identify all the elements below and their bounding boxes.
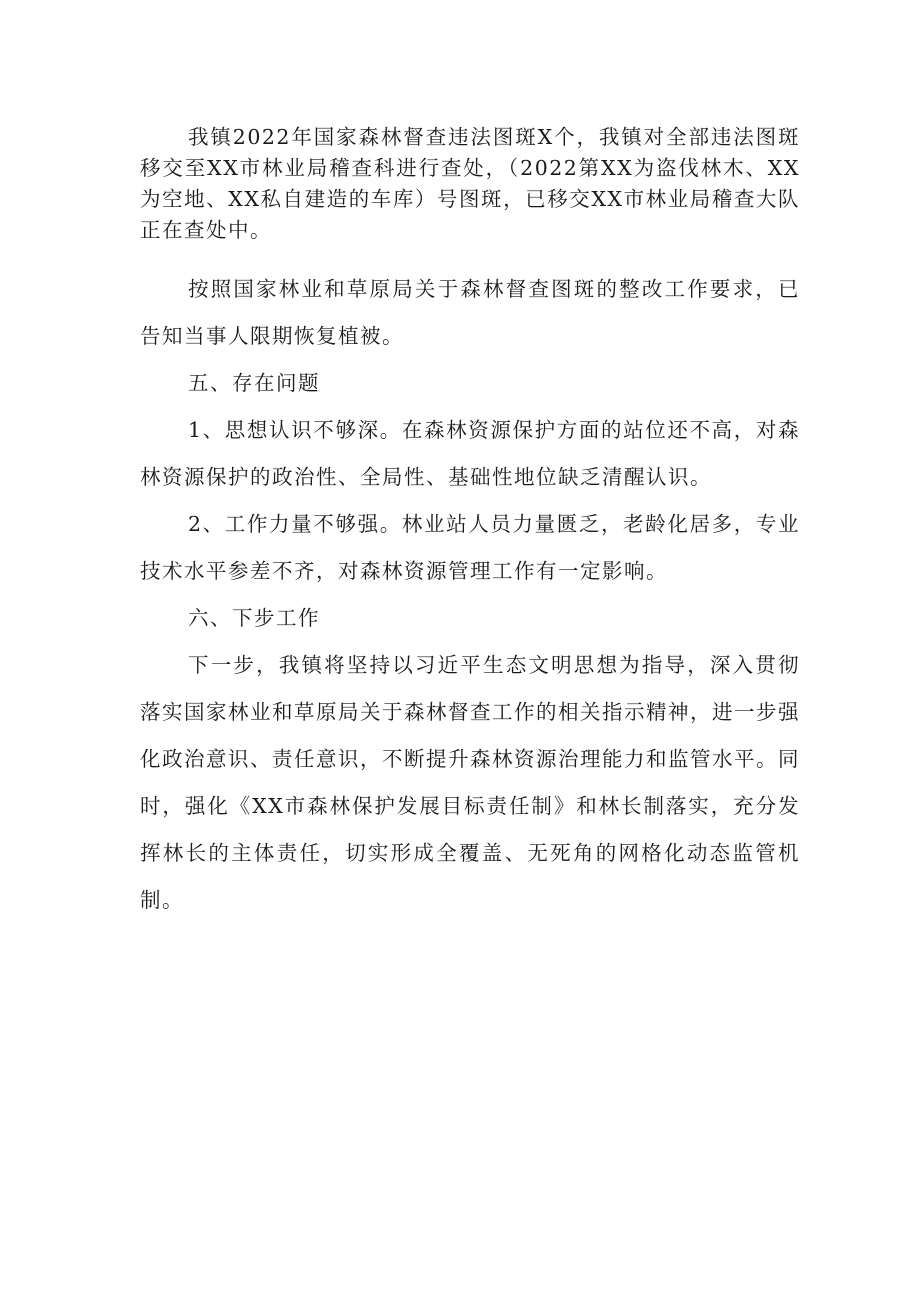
paragraph-rectification-requirement: 按照国家林业和草原局关于森林督查图斑的整改工作要求，已告知当事人限期恢复植被。: [140, 277, 800, 348]
document-body: [140, 122, 800, 924]
section-heading-existing-problems: 五、存在问题: [188, 371, 320, 395]
paragraph-problem-2: 2、工作力量不够强。林业站人员力量匮乏，老龄化居多，专业技术水平参差不齐，对森林资源管理工作有一定影响。: [140, 512, 800, 583]
paragraph-next-steps: 下一步，我镇将坚持以习近平生态文明思想为指导，深入贯彻落实国家林业和草原局关于森林督查工作的相关指示精神，进一步强化政治意识、责任意识，不断提升森林资源治理能力和监管水平。同时，强化《XX市森林保护发展目标责任制》和林长制落实，充分发挥林长的主体责任，切实形成全覆盖、无死角的网格化动态监管机制。: [140, 653, 800, 912]
section-heading-next-steps: 六、下步工作: [188, 606, 320, 630]
paragraph-problem-1: 1、思想认识不够深。在森林资源保护方面的站位还不高，对森林资源保护的政治性、全局性、基础性地位缺乏清醒认识。: [140, 418, 800, 489]
paragraph-forest-inspection-patches: 我镇2022年国家森林督查违法图斑X个，我镇对全部违法图斑移交至XX市林业局稽查科进行查处，（2022第XX为盗伐林木、XX为空地、XX私自建造的车库）号图斑，已移交XX市林业局稽查大队正在查处中。: [140, 125, 800, 242]
